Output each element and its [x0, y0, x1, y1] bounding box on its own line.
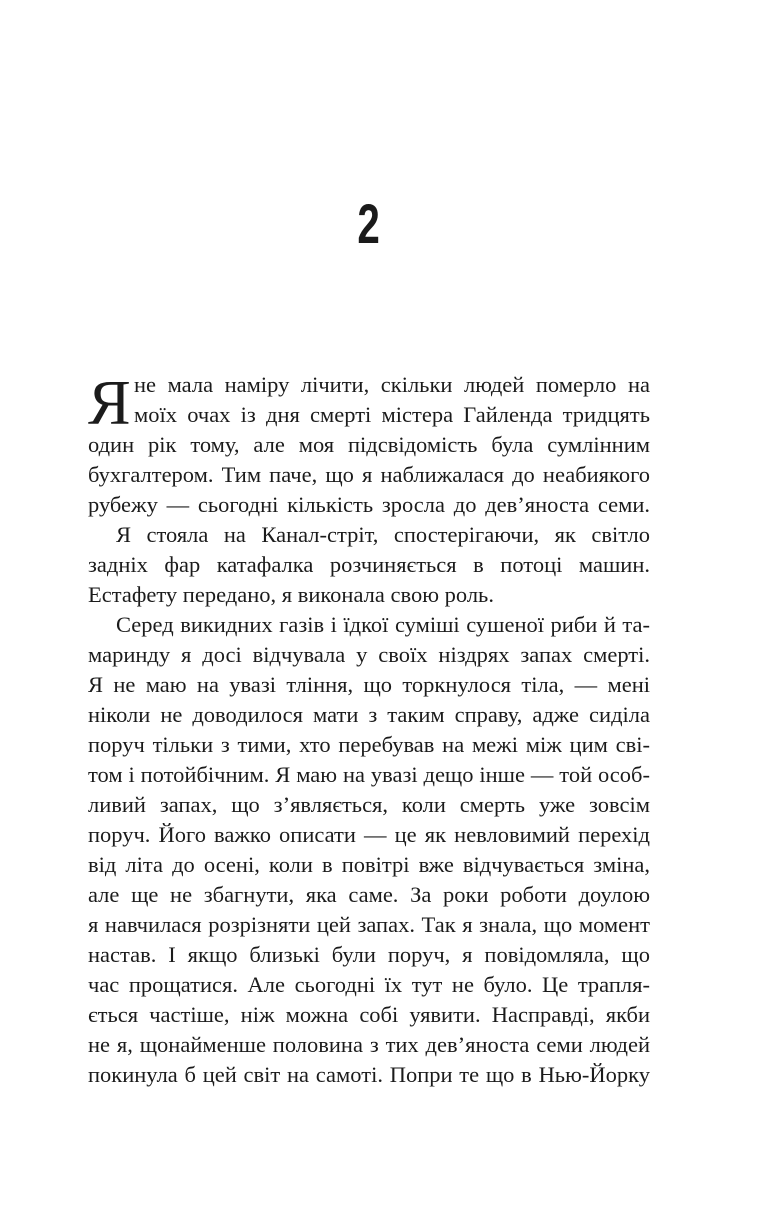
text-line: Естафету передано, я виконала свою роль. [88, 582, 494, 607]
drop-cap: Я [88, 367, 131, 438]
paragraph [88, 610, 650, 1090]
text-line: ніколи не доводилося мати з таким справу, адже сиділа [88, 702, 650, 727]
text-line: ливий запах, що з’являється, коли смерть уже зовсім [88, 792, 650, 817]
text-line: том і потойбічним. Я маю на увазі дещо інше — той особ- [88, 762, 650, 787]
text-line: Я стояла на Канал-стріт, спостерігаючи, як світло [116, 522, 650, 547]
text-line: ється частіше, ніж можна собі уявити. Насправді, якби [88, 1002, 650, 1027]
text-line: але ще не збагнути, яка саме. За роки роботи доулою [88, 882, 650, 907]
text-line: один рік тому, але моя підсвідомість була сумлінним [88, 432, 650, 457]
text-line: Я не маю на увазі тління, що торкнулося тіла, — мені [88, 672, 650, 697]
text-line: моїх очах із дня смерті містера Гайленда тридцять [134, 402, 650, 427]
text-line: задніх фар катафалка розчиняється в потоці машин. [88, 552, 650, 577]
chapter-number: 2 [357, 192, 381, 255]
body-text [88, 367, 650, 1090]
text-line: рубежу — сьогодні кількість зросла до дев’яноста семи. [88, 492, 650, 517]
text-line: Серед викидних газів і їдкої суміші сушеної риби й та- [116, 612, 650, 637]
text-line: настав. І якщо близькі були поруч, я повідомляла, що [88, 942, 650, 967]
paragraph [88, 367, 650, 520]
text-line: покинула б цей світ на самоті. Попри те що в Нью-Йорку [88, 1062, 650, 1087]
text-line: поруч. Його важко описати — це як невловимий перехід [88, 822, 650, 847]
text-line: поруч тільки з тими, хто перебував на межі між цим сві- [88, 732, 650, 757]
text-line: бухгалтером. Тим паче, що я наближалася до неабиякого [88, 462, 650, 487]
paragraph [88, 520, 650, 610]
text-line: не я, щонайменше половина з тих дев’яноста семи людей [88, 1032, 650, 1057]
text-line: не мала наміру лічити, скільки людей померло на [134, 372, 650, 397]
chapter-heading [88, 194, 650, 254]
text-line: я навчилася розрізняти цей запах. Так я знала, що момент [88, 912, 650, 937]
text-line: від літа до осені, коли в повітрі вже відчувається зміна, [88, 852, 650, 877]
text-line: час прощатися. Але сьогодні їх тут не було. Це трапля- [88, 972, 650, 997]
text-line: маринду я досі відчувала у своїх ніздрях запах смерті. [88, 642, 650, 667]
